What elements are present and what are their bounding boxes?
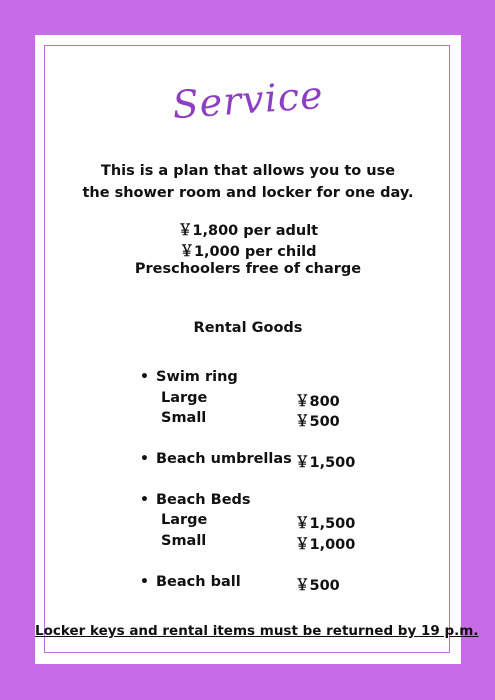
rental-size-label: Large xyxy=(161,390,208,406)
rental-item-name: Beach Beds xyxy=(156,492,251,508)
rental-heading: Rental Goods xyxy=(193,320,303,336)
rental-item-name: Beach umbrellas xyxy=(156,451,292,467)
rental-item-price: ￥1,500 xyxy=(295,455,356,471)
bullet-icon: • xyxy=(140,492,149,508)
rental-size-price: ￥1,000 xyxy=(295,537,356,553)
rental-item-name: Swim ring xyxy=(156,369,238,385)
rental-size-price: ￥1,500 xyxy=(295,516,356,532)
card-frame xyxy=(44,45,450,653)
rental-size-price: ￥800 xyxy=(295,394,340,410)
rental-item-price: ￥500 xyxy=(295,578,340,594)
bullet-icon: • xyxy=(140,574,149,590)
intro-line-2: the shower room and locker for one day. xyxy=(82,185,414,201)
price-child: ￥1,000 per child xyxy=(179,244,317,260)
bullet-icon: • xyxy=(140,369,149,385)
rental-size-label: Small xyxy=(161,410,207,426)
rental-size-label: Small xyxy=(161,533,207,549)
rental-size-price: ￥500 xyxy=(295,414,340,430)
intro-line-1: This is a plan that allows you to use xyxy=(100,163,396,179)
page-title: Service xyxy=(171,72,325,128)
price-adult: ￥1,800 per adult xyxy=(177,223,319,239)
price-preschool: Preschoolers free of charge xyxy=(134,261,362,277)
return-notice: Locker keys and rental items must be returned by 19 p.m. xyxy=(35,623,479,639)
rental-item-name: Beach ball xyxy=(156,574,241,590)
service-card xyxy=(35,35,479,664)
bullet-icon: • xyxy=(140,451,149,467)
rental-size-label: Large xyxy=(161,512,208,528)
